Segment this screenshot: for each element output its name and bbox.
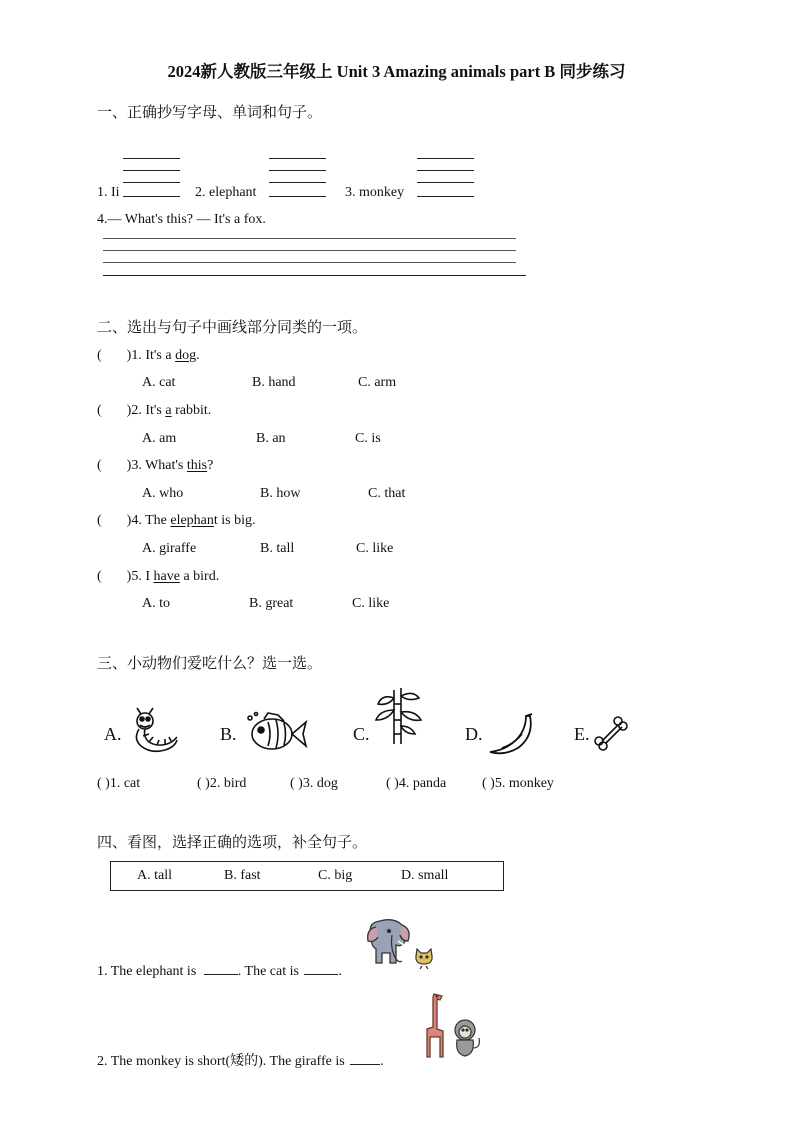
blank-3[interactable] bbox=[350, 1052, 380, 1065]
question-2: ( )2. It's a rabbit. bbox=[97, 403, 212, 418]
word-option-a: A. tall bbox=[137, 868, 172, 883]
q3-option-c: C. that bbox=[368, 486, 406, 501]
food-label-e: E. bbox=[574, 724, 590, 744]
q2-option-a: A. am bbox=[142, 431, 177, 446]
monkey-icon bbox=[451, 1018, 481, 1058]
food-label-c: C. bbox=[353, 724, 370, 744]
question-5: ( )5. I have a bird. bbox=[97, 569, 220, 584]
elephant-icon bbox=[362, 915, 412, 971]
q1-option-a: A. cat bbox=[142, 375, 176, 390]
question-3: ( )3. What's this? bbox=[97, 458, 214, 473]
food-answer-4[interactable]: ( )4. panda bbox=[386, 776, 447, 791]
page-title: 2024新人教版三年级上 Unit 3 Amazing animals part B 同步练习 bbox=[167, 62, 626, 81]
fish-icon bbox=[244, 710, 310, 756]
q4-option-b: B. tall bbox=[260, 541, 295, 556]
q5-option-c: C. like bbox=[352, 596, 390, 611]
q5-option-a: A. to bbox=[142, 596, 170, 611]
q5-option-b: B. great bbox=[249, 596, 294, 611]
copy-item-1: 1. Ii bbox=[97, 185, 120, 200]
word-option-b: B. fast bbox=[224, 868, 261, 883]
copy-item-2: 2. elephant bbox=[195, 185, 257, 200]
section-3-heading: 三、小动物们爱吃什么？选一选。 bbox=[97, 656, 323, 672]
bone-icon bbox=[593, 716, 627, 750]
section-4-heading: 四、看图，选择正确的选项，补全句子。 bbox=[97, 835, 368, 851]
sentence-1: 1. The elephant is . The cat is . bbox=[97, 964, 342, 979]
blank-2[interactable] bbox=[304, 962, 338, 975]
word-option-d: D. small bbox=[401, 868, 449, 883]
food-answer-5[interactable]: ( )5. monkey bbox=[482, 776, 554, 791]
question-1: ( )1. It's a dog. bbox=[97, 348, 200, 363]
banana-icon bbox=[486, 712, 536, 756]
bamboo-icon bbox=[374, 686, 426, 746]
food-label-d: D. bbox=[465, 724, 483, 744]
q1-option-c: C. arm bbox=[358, 375, 397, 390]
sentence-2: 2. The monkey is short(矮的). The giraffe is . bbox=[97, 1054, 384, 1069]
q3-option-a: A. who bbox=[142, 486, 184, 501]
q1-option-b: B. hand bbox=[252, 375, 296, 390]
q2-option-c: C. is bbox=[355, 431, 381, 446]
copy-sentence: 4.— What's this? — It's a fox. bbox=[97, 212, 266, 227]
blank-1[interactable] bbox=[204, 962, 238, 975]
food-label-a: A. bbox=[104, 724, 122, 744]
q4-option-a: A. giraffe bbox=[142, 541, 197, 556]
food-answer-1[interactable]: ( )1. cat bbox=[97, 776, 141, 791]
food-answer-3[interactable]: ( )3. dog bbox=[290, 776, 338, 791]
q2-option-b: B. an bbox=[256, 431, 286, 446]
word-option-c: C. big bbox=[318, 868, 353, 883]
cat-icon bbox=[412, 946, 436, 970]
q3-option-b: B. how bbox=[260, 486, 301, 501]
q4-option-c: C. like bbox=[356, 541, 394, 556]
food-answer-2[interactable]: ( )2. bird bbox=[197, 776, 247, 791]
food-label-b: B. bbox=[220, 724, 237, 744]
worm-icon bbox=[123, 706, 183, 756]
section-1-heading: 一、正确抄写字母、单词和句子。 bbox=[97, 105, 323, 121]
copy-item-3: 3. monkey bbox=[345, 185, 405, 200]
question-4: ( )4. The elephant is big. bbox=[97, 513, 256, 528]
giraffe-icon bbox=[420, 990, 450, 1060]
section-2-heading: 二、选出与句子中画线部分同类的一项。 bbox=[97, 320, 368, 336]
